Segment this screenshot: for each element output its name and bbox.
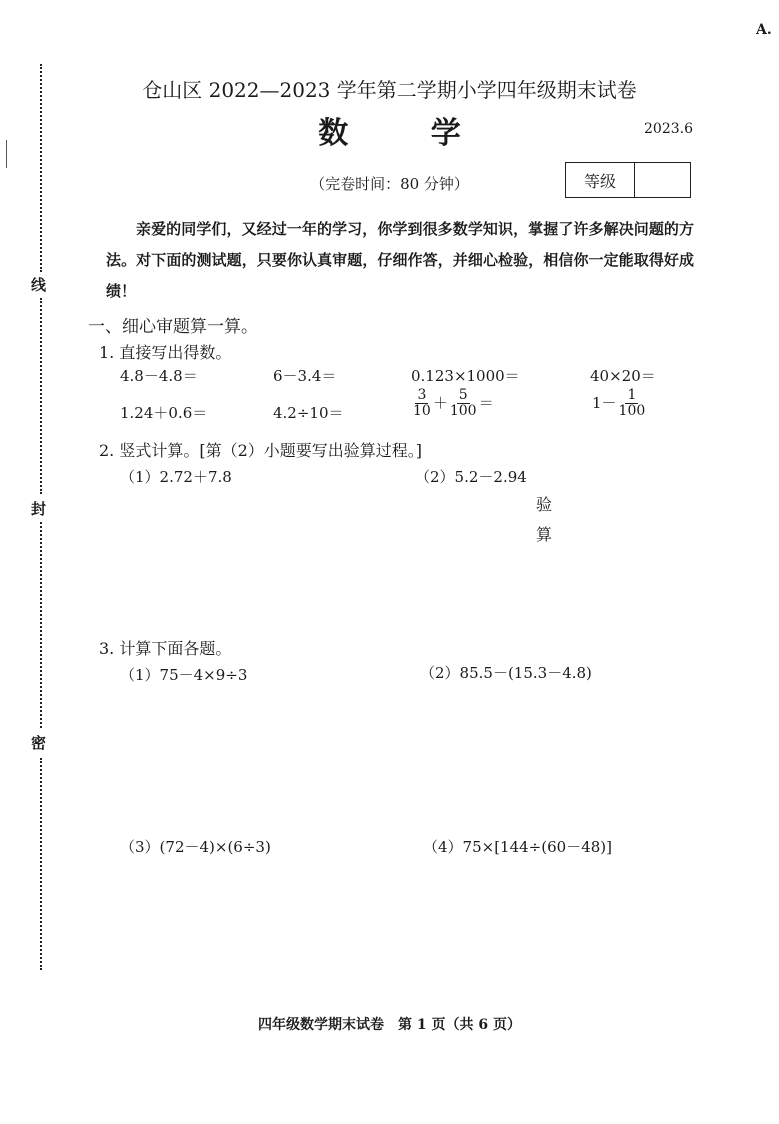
fraction (617, 388, 648, 420)
binding-dotted-line-bottom (40, 758, 42, 970)
grade-field[interactable] (635, 163, 690, 197)
section-title: 一、细心审题算一算。 (88, 317, 258, 337)
q3-part-4: （4）75×[144÷(60－48)] (423, 838, 612, 856)
q3-part-1: （1）75－4×9÷3 (120, 666, 248, 684)
q1-item-8 (592, 388, 647, 420)
question-3-title: 3. 计算下面各题。 (99, 639, 232, 658)
binding-label-line: 线 (31, 276, 47, 294)
plus-sign: ＋ (432, 393, 448, 412)
exam-title: 仓山区 2022—2023 学年第二学期小学四年级期末试卷 (142, 78, 637, 102)
q1-item-6: 4.2÷10＝ (273, 404, 344, 422)
q3-part-2: （2）85.5－(15.3－4.8) (420, 664, 592, 682)
equals-sign: ＝ (478, 393, 494, 412)
check-label-2: 算 (536, 525, 553, 544)
binding-dotted-line-lower (40, 522, 42, 728)
q2-part-2: （2）5.2－2.94 (415, 468, 527, 486)
denominator: 100 (618, 403, 646, 420)
check-label-1: 验 (536, 495, 553, 514)
q1-item-3: 0.123×1000＝ (411, 367, 520, 385)
q1-item-4: 40×20＝ (590, 367, 656, 385)
page-footer: 四年级数学期末试卷 第 1 页（共 6 页） (258, 1017, 521, 1033)
corner-mark: A. (756, 22, 772, 38)
q1-item-7 (411, 388, 494, 420)
q1-item-2: 6－3.4＝ (273, 367, 337, 385)
fraction (411, 388, 433, 420)
q1-item-1: 4.8－4.8＝ (120, 367, 198, 385)
binding-label-seal: 封 (31, 500, 47, 518)
denominator: 10 (413, 403, 431, 420)
numerator: 1 (627, 387, 637, 403)
binding-dotted-line-upper (40, 298, 42, 494)
subject-title: 数 学 (318, 116, 497, 151)
grade-label: 等级 (566, 163, 635, 197)
numerator: 3 (417, 387, 427, 403)
q1-item-5: 1.24＋0.6＝ (120, 404, 208, 422)
numerator: 5 (458, 387, 468, 403)
fraction (448, 388, 479, 420)
exam-date: 2023.6 (644, 121, 693, 137)
exam-duration: （完卷时间：80 分钟） (310, 175, 469, 193)
grade-box (565, 162, 691, 198)
question-2-title: 2. 竖式计算。[第（2）小题要写出验算过程。] (99, 441, 423, 460)
q2-part-1: （1）2.72＋7.8 (120, 468, 232, 486)
binding-label-secret: 密 (31, 734, 47, 752)
intro-paragraph: 亲爱的同学们，又经过一年的学习，你学到很多数学知识，掌握了许多解决问题的方法。对下面的测试题，只要你认真审题，仔细作答，并细心检验，相信你一定能取得好成绩！ (106, 220, 694, 300)
denominator: 100 (449, 403, 477, 420)
expr-prefix: 1－ (592, 393, 617, 412)
q3-part-3: （3）(72－4)×(6÷3) (120, 838, 271, 856)
question-1-title: 1. 直接写出得数。 (99, 343, 232, 362)
